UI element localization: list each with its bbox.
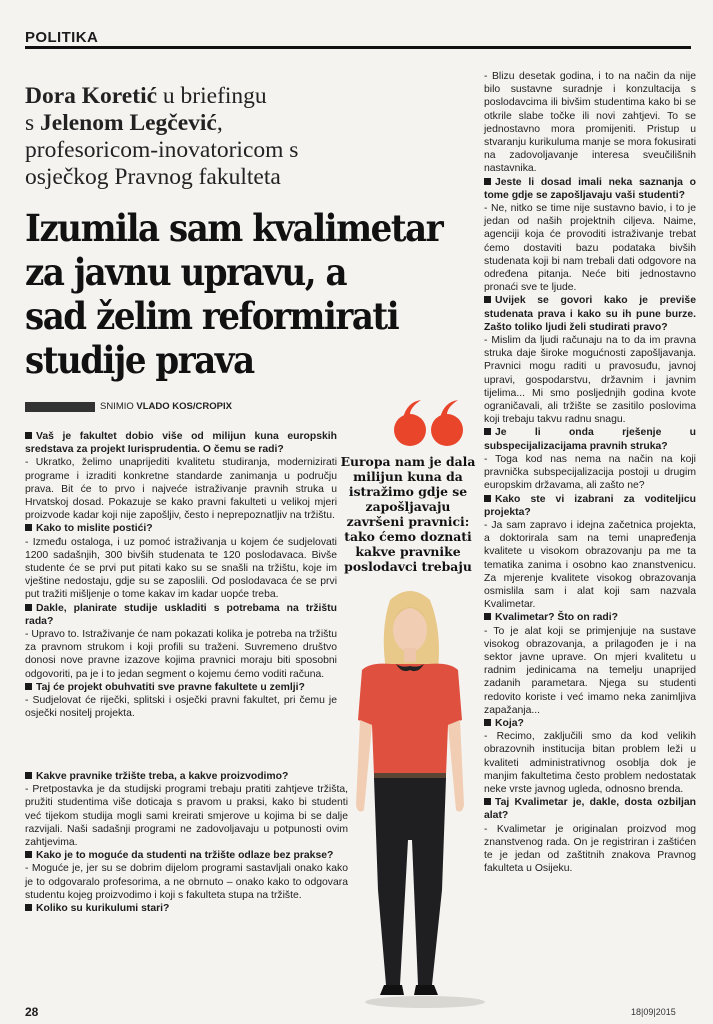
bullet-square-icon <box>25 772 32 779</box>
answer: - Pretpostavka je da studijski programi trebaju pratiti zahtjeve tržišta, pružiti studentima više doticaja s pravom u praksi, kako bi studenti već tijekom studija mogli sami kreirati smjerove u kojima bi se dalje razvijali. Naši sadašnji programi ne zadovoljavaju u potpunosti ovim zahtjevima. <box>25 784 348 849</box>
question: Je li onda rješenje u subspecijalizacijama pravnih struka? <box>484 427 696 452</box>
intro-text: osječkog Pravnog fakulteta <box>25 164 281 190</box>
bullet-square-icon <box>25 683 32 690</box>
bullet-square-icon <box>25 904 32 911</box>
page-number: 28 <box>25 1005 39 1019</box>
interviewer-name: Dora Koretić <box>25 83 158 109</box>
question: Dakle, planirate studije uskladiti s potrebama na tržištu rada? <box>25 602 337 627</box>
quote-marks-icon <box>393 398 465 448</box>
answer: - Ne, nitko se time nije sustavno bavio, i to je jedan od naših projektnih ciljeva. Naime, agenciji koja će provoditi istraživanje trebat ćemo dostaviti bazu podataka bivših studenata koji bi nam trebali dati odgovore na određena pitanja. Neće biti jednostavno pronaći sve te ljude. <box>484 203 696 294</box>
column-left-upper <box>25 430 337 720</box>
bullet-square-icon <box>25 432 32 439</box>
answer: - Blizu desetak godina, i to na način da nije bilo sustavne suradnje i konzultacija s poslodavcima ili bivšim studentima kako bi se otkrile slabe točke ili novi zahtjevi. To se jednostavno mora promijeniti. Pristup u stvaranju kurikuluma manje se mora fokusirati na zadovoljavanje interesa sveučilišnih nastavnika. <box>484 71 696 175</box>
credit-bar <box>25 402 95 412</box>
bullet-square-icon <box>484 798 491 805</box>
answer: - Toga kod nas nema na način na koji pravnička subspecijalizacija postoji u drugim europskim državama, ali zašto ne? <box>484 453 696 492</box>
bullet-square-icon <box>25 524 32 531</box>
pull-quote: Europa nam je dala milijun kuna da istražimo gdje se zapošljavaju završeni pravnici: tako ćemo doznati kakve pravnike poslodavci trebaju <box>340 454 476 574</box>
intro-deck <box>25 83 480 191</box>
answer: - Između ostaloga, i uz pomoć istraživanja u kojem će sudjelovati 1200 sadašnjih, 300 bivših studenata te 120 poslodavaca. Bivše studente će se prvi put pitati kako su se snašli na tržištu, koje im vještine nedostaju, gdje su se zaposlili. Od poslodavaca će se prvi put tražiti mišljenje o tome kakav im kadar uopće treba. <box>25 536 337 601</box>
question: Kakve pravnike tržište treba, a kakve proizvodimo? <box>25 770 348 783</box>
question: Taj će projekt obuhvatiti sve pravne fakultete u zemlji? <box>25 681 337 694</box>
question: Kako to mislite postići? <box>25 522 337 535</box>
question: Taj Kvalimetar je, dakle, dosta ozbiljan alat? <box>484 797 696 822</box>
headline-line: studije prava <box>25 338 254 382</box>
bullet-square-icon <box>484 613 491 620</box>
answer: - Recimo, zaključili smo da kod velikih obrazovnih institucija bitan problem leži u kvaliteti administrativnog osoblja dok je manjim fakultetima često problem nedostatak neke vrste javnog ugleda, odnosno brenda. <box>484 731 696 795</box>
intro-text: , <box>216 110 223 136</box>
credit-label: SNIMIO <box>100 401 134 412</box>
bullet-square-icon <box>25 851 32 858</box>
question: Jeste li dosad imali neka saznanja o tome gdje se zapošljavaju vaši studenti? <box>484 176 696 201</box>
answer: - Ja sam zapravo i idejna začetnica projekta, a doktorirala sam na temi unapređenja kvalitete u visokom obrazovanju pa me ta tematika zanima i osobno kao znanstvenicu. Za mjerenje kvalitete visokog obrazovanja osmislila sam i alat koji sam nazvala Kvalimetar. <box>484 519 696 611</box>
intro-text: u briefingu <box>157 83 267 109</box>
intro-text: profesoricom-inovatoricom s <box>25 137 299 163</box>
column-left-lower <box>25 770 348 915</box>
bullet-square-icon <box>25 604 32 611</box>
question: Kvalimetar? Što on radi? <box>484 611 696 624</box>
headline-line: za javnu upravu, a <box>25 250 347 294</box>
answer: - Upravo to. Istraživanje će nam pokazati kolika je potreba na tržištu za pravnom strukom i koji profili su traženi. Suvremeno društvo donosi nove pravne izazove kojima pravnici moraju biti sposobni odgovoriti, pa je i to jedan segment o kojemu ćemo voditi računa. <box>25 629 337 680</box>
question: Kako je to moguće da studenti na tržište odlaze bez prakse? <box>25 849 348 862</box>
interviewee-name: Jelenom Legčević <box>40 110 217 136</box>
answer: - To je alat koji se primjenjuje na sustave visokog obrazovanja, a prilagođen je i na sektor javne uprave. On mjeri kvalitetu u radnim jedinicama na temelju unaprijed zadanih parametara. Njega su studenti redovito koriste i već imamo neka zanimljiva zapažanja... <box>484 625 696 716</box>
headline <box>25 206 444 382</box>
answer: - Sudjelovat će riječki, splitski i osječki pravni fakultet, pri čemu je osječki nositelj projekta. <box>25 695 337 720</box>
answer: - Moguće je, jer su se dobrim dijelom programi sastavljali onako kako je to odgovaralo profesorima, a ne obrnuto – onako kako to odgovara studentu kojeg proizvodimo i koji s fakulteta stupa na tržište. <box>25 863 348 901</box>
question: Koliko su kurikulumi stari? <box>25 902 348 915</box>
bullet-square-icon <box>484 296 491 303</box>
portrait-photo <box>330 590 490 1010</box>
question: Vaš je fakultet dobio više od milijun kuna europskih sredstava za projekt Iurisprudentia. O čemu se radi? <box>25 431 337 456</box>
photo-credit <box>100 401 232 412</box>
issue-date: 18|09|2015 <box>631 1007 676 1017</box>
headline-line: sad želim reformirati <box>25 294 399 338</box>
question: Uvijek se govori kako je previše studenata prava i kako su ih pune burze. Zašto toliko ljudi želi studirati pravo? <box>484 295 696 333</box>
column-right <box>484 70 696 875</box>
section-rule <box>25 46 691 49</box>
bullet-square-icon <box>484 178 491 185</box>
answer: - Mislim da ljudi računaju na to da im pravna struka daje široke mogućnosti zapošljavanja. Pravnici mogu raditi u pravosuđu, javnoj upravi, gospodarstvu, državnim i javnim tijelima... Mi smo posljednjih godina kvote ograničavali, ali tržište se zasitilo poslovima koji trebaju takvu radnu snagu. <box>484 335 696 426</box>
answer: - Kvalimetar je originalan proizvod mog znanstvenog rada. On je registriran i zaštićen te je jedan od zaštitnih znakova Pravnog fakulteta u Osijeku. <box>484 823 696 875</box>
credit-name: VLADO KOS/CROPIX <box>136 401 232 412</box>
question: Kako ste vi izabrani za voditeljicu projekta? <box>484 493 696 518</box>
intro-text: s <box>25 110 41 136</box>
question: Koja? <box>484 717 696 730</box>
headline-line: Izumila sam kvalimetar <box>25 206 443 250</box>
bullet-square-icon <box>484 719 491 726</box>
answer: - Ukratko, želimo unaprijediti kvalitetu studiranja, modernizirati programe i izraditi konkretne standarde zanimanja u području prava. Bit će to prvo i najveće istraživanje pravnih struka u Hrvatskoj dosad. Pokazuje se kako pravni fakulteti u velikoj mjeri proizvode kadar koji nije zapošljiv, često i neprepoznatljiv na tržištu. <box>25 457 337 522</box>
bullet-square-icon <box>484 495 491 502</box>
bullet-square-icon <box>484 428 491 435</box>
section-label: POLITIKA <box>25 29 99 46</box>
